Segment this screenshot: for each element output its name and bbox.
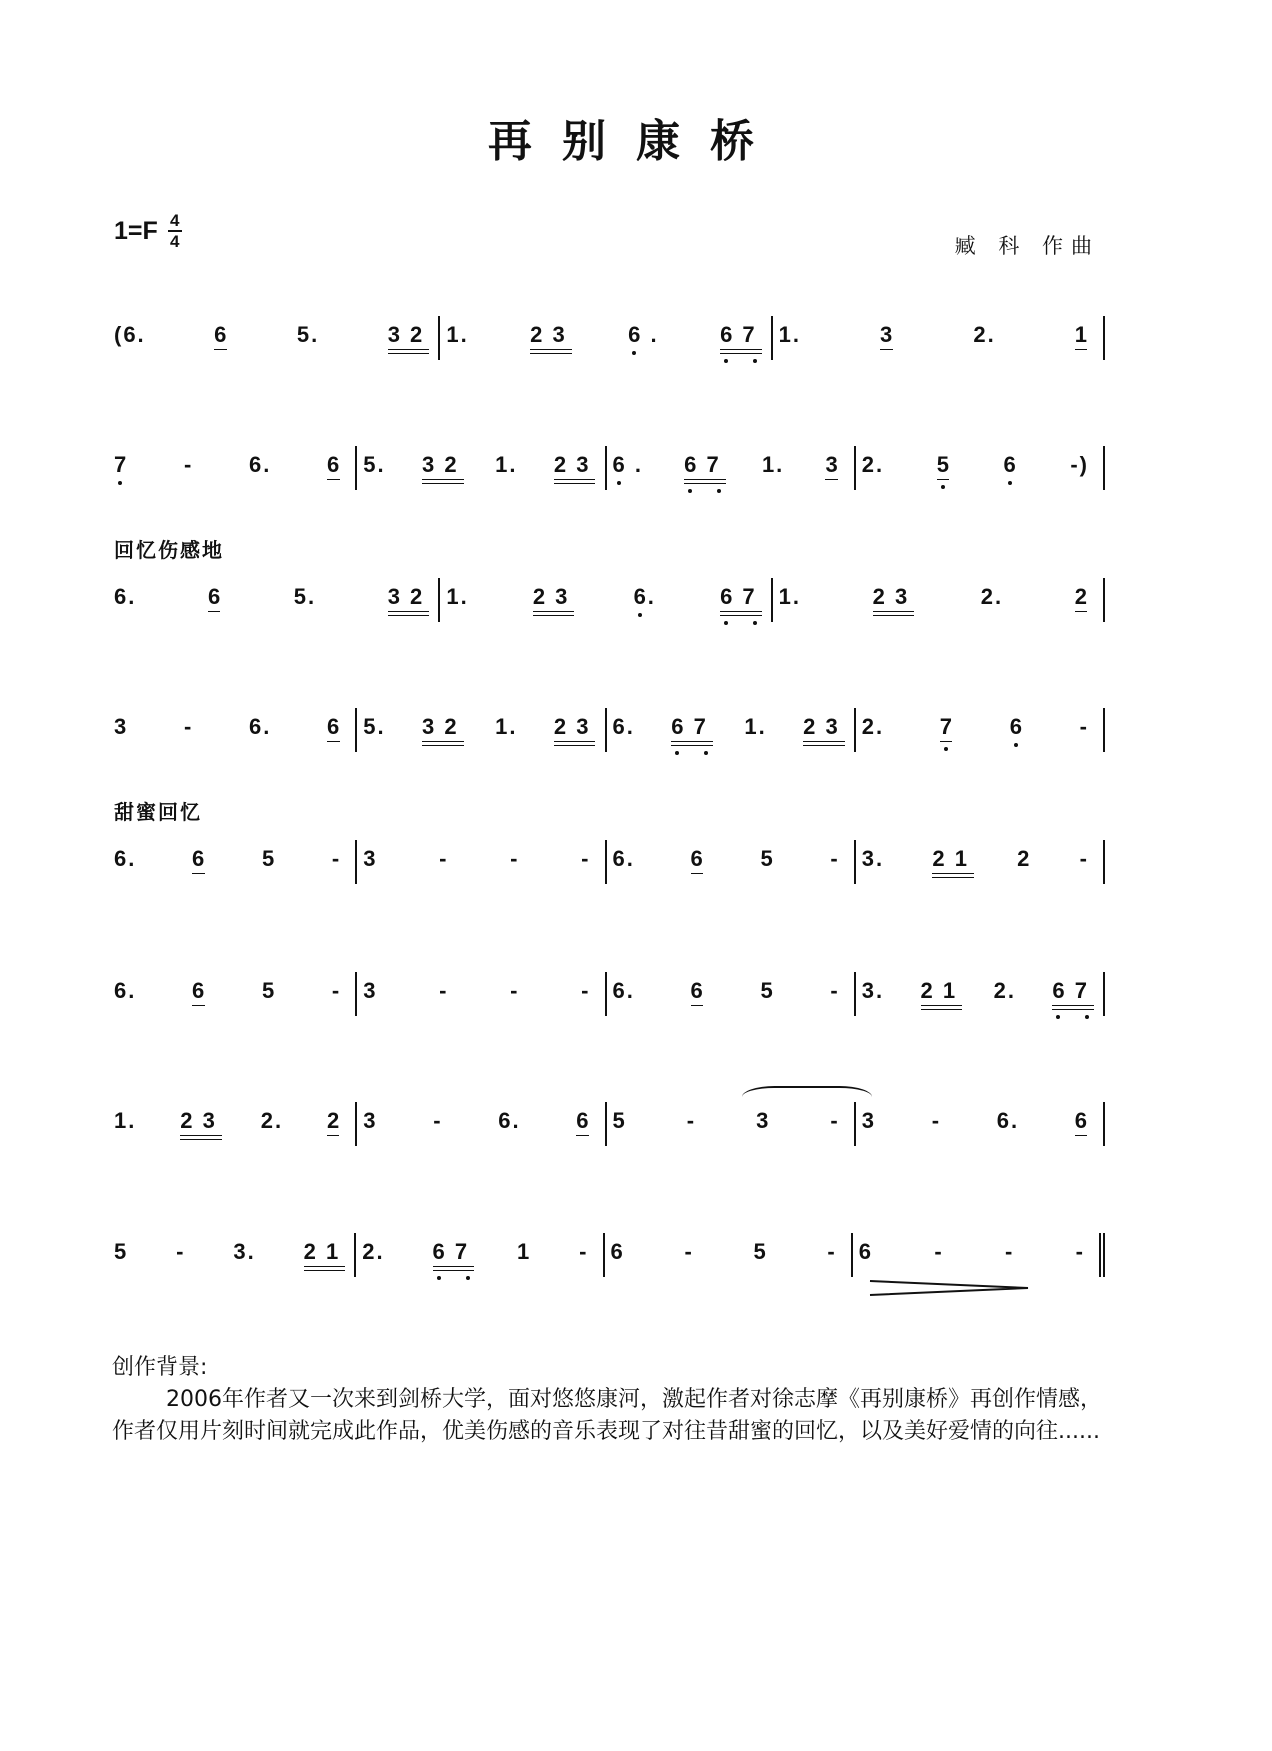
note: - [1075,1239,1085,1264]
underline-beam [554,483,596,484]
note: 1. [761,452,785,477]
measure [112,316,440,360]
note: 5 [114,1239,129,1264]
measure [607,972,856,1016]
score-line [112,316,1105,360]
note: - [183,452,194,477]
low-octave-dot [638,613,642,617]
underline-beam [388,615,430,616]
measure [773,578,1105,622]
note: 5 [760,846,775,871]
low-octave-dot [717,489,721,493]
score-line [112,708,1105,752]
underline-beam [576,1135,589,1136]
measure [607,840,856,884]
underline-beam [720,611,762,612]
low-octave-dot [688,489,692,493]
underline-beam [1052,1009,1094,1010]
note: 1. [778,584,802,609]
note: 6 [192,972,206,1004]
note: 3 [825,446,839,478]
slur [742,1086,872,1108]
measure [440,316,772,360]
underline-beam [880,349,893,350]
note: 6 [214,316,228,348]
low-octave-dot [704,751,708,755]
note: 6. [612,846,635,871]
measure [112,446,357,490]
underline-beam [684,483,726,484]
note: 5 [612,1108,627,1133]
low-octave-dot [724,621,728,625]
measure [856,972,1105,1016]
note: 3. [233,1239,256,1264]
underline-beam [554,741,596,742]
note: 3. [861,846,885,871]
note: 1. [744,714,767,739]
note: 6 7 [720,316,757,348]
underline-beam [1075,1135,1088,1136]
note: - [183,714,194,739]
note: 6 7 [671,708,708,740]
note: - [830,1108,840,1133]
underline-beam [192,873,205,874]
measure [112,1102,357,1146]
note: 6 [691,972,705,1004]
time-signature [168,212,182,250]
underline-beam [940,741,953,742]
note: - [439,978,449,1003]
underline-beam [530,353,572,354]
underline-beam [671,745,713,746]
time-unit: 4 [170,232,180,251]
note: 6 [576,1102,590,1134]
note: 3 [861,1108,876,1133]
note: - [830,846,840,871]
measure [856,840,1105,884]
time-beats: 4 [170,211,180,230]
expression-label: 回忆伤感地 [114,538,224,562]
note: - [579,1239,589,1264]
underline-beam [180,1135,222,1136]
note: 6. [114,978,137,1003]
score-line [112,972,1105,1016]
note: 2 3 [530,316,567,348]
underline-beam [327,741,340,742]
note: 2. [861,452,885,477]
note: 1. [495,452,518,477]
underline-beam [932,877,974,878]
low-octave-dot [118,481,122,485]
note: 5 [760,978,775,1003]
note: 2 [1075,578,1089,610]
measure [112,708,357,752]
underline-beam [214,349,227,350]
underline-beam [530,349,572,350]
low-octave-dot [675,751,679,755]
note: - [176,1239,186,1264]
note: 1. [446,584,469,609]
underline-beam [433,1270,475,1271]
underline-beam [180,1139,222,1140]
note: 5. [293,584,317,609]
note: 6. [612,714,635,739]
underline-beam [554,479,596,480]
measure [357,708,606,752]
note: 6 [1075,1102,1089,1134]
note: 1. [114,1108,137,1133]
note: 5 [937,446,951,478]
note: 3 2 [422,708,459,740]
note: 2 3 [873,578,910,610]
underline-beam [327,1135,340,1136]
note: 2 1 [304,1233,341,1265]
note: 6. [634,578,656,610]
low-octave-dot [437,1276,441,1280]
note: 1 [1075,316,1089,348]
note: 5. [296,322,320,347]
note: - [439,846,449,871]
underline-beam [1075,611,1088,612]
note: 2 3 [554,708,591,740]
underline-beam [937,479,950,480]
note: 2 1 [932,840,969,872]
measure [853,1233,1105,1277]
note: 2. [861,714,885,739]
note: 2 3 [803,708,840,740]
note: 6 [858,1239,873,1264]
underline-beam [422,741,464,742]
underline-beam [671,741,713,742]
note: - [581,846,591,871]
measure [112,840,357,884]
note: 6. [996,1108,1020,1133]
note: - [581,978,591,1003]
composer: 臧 科 作曲 [954,234,1100,258]
note: 2. [260,1108,284,1133]
note: 2 3 [180,1102,217,1134]
low-octave-dot [1014,743,1018,747]
note: 3 [363,1108,378,1133]
low-octave-dot [632,351,636,355]
measure [112,578,440,622]
measure [607,708,856,752]
background-text: 2006年作者又一次来到剑桥大学，面对悠悠康河，激起作者对徐志摩《再别康桥》再创作情感，作者仅用片刻时间就完成此作品，优美伤感的音乐表现了对往昔甜蜜的回忆，以及美好爱情的向往...... [112,1387,1102,1444]
note: 6. [248,452,272,477]
note: - [684,1239,694,1264]
underline-beam [388,611,430,612]
note: 1. [495,714,518,739]
underline-beam [803,745,845,746]
measure [856,708,1105,752]
score-line [112,578,1105,622]
note: 6 [610,1239,625,1264]
note: 5 [261,978,277,1003]
note: -) [1070,452,1089,477]
underline-beam [208,611,221,612]
underline-beam [192,1005,205,1006]
underline-beam [1052,1005,1094,1006]
note: - [1079,846,1089,871]
note: 6 [1010,708,1024,740]
measure [856,446,1105,490]
measure [357,972,606,1016]
low-octave-dot [466,1276,470,1280]
note: 3 2 [388,578,425,610]
score-line [112,840,1105,884]
underline-beam [691,873,704,874]
note: 1 [517,1239,532,1264]
measure [112,972,357,1016]
low-octave-dot [941,485,945,489]
note: 6 7 [1052,972,1089,1004]
note: - [510,978,520,1003]
underline-beam [921,1005,963,1006]
note: 1. [446,322,469,347]
measure [357,1102,606,1146]
note: 6 [208,578,222,610]
note: 6 [327,446,341,478]
page-title: 再别康桥 [488,116,784,167]
underline-beam [873,615,915,616]
score-line [112,446,1105,490]
note: 5 [753,1239,768,1264]
underline-beam [825,479,838,480]
underline-beam [720,615,762,616]
note: 5. [363,452,386,477]
note: - [934,1239,944,1264]
underline-beam [932,873,974,874]
note: 2. [973,322,996,347]
underline-beam [691,1005,704,1006]
low-octave-dot [724,359,728,363]
note: - [827,1239,837,1264]
underline-beam [422,483,464,484]
measure [773,316,1105,360]
note: - [931,1108,942,1133]
note: 3 [756,1108,771,1133]
note: 7 [114,446,128,478]
note: 6. [114,846,137,871]
note: 3 2 [388,316,425,348]
note: 3 [363,978,378,1003]
underline-beam [720,353,762,354]
note: 1. [778,322,802,347]
note: 6. [498,1108,521,1133]
note: 2 3 [533,578,570,610]
underline-beam [304,1270,346,1271]
low-octave-dot [944,747,948,751]
key-tonic: 1=F [114,216,158,245]
note: 7 [940,708,954,740]
note: 6 7 [684,446,721,478]
note: 6 . [613,446,643,478]
low-octave-dot [753,359,757,363]
note: - [1004,1239,1015,1264]
note: 3 [880,316,894,348]
underline-beam [304,1266,346,1267]
note: 6 7 [720,578,757,610]
note: 3 [363,846,378,871]
note: 6 [691,840,705,872]
note: 6 [327,708,341,740]
underline-beam [684,479,726,480]
measure [357,446,606,490]
underline-beam [388,353,430,354]
measure [356,1233,604,1277]
score-line [112,1233,1105,1277]
note: 6. [612,978,635,1003]
note: 5 [261,846,277,871]
note: 2 [327,1102,341,1134]
note: - [510,846,520,871]
measure [607,446,856,490]
underline-beam [327,479,340,480]
note: 3 2 [422,446,459,478]
score-line [112,1102,1105,1146]
note: 2 1 [921,972,958,1004]
low-octave-dot [753,621,757,625]
note: - [686,1108,697,1133]
underline-beam [921,1009,963,1010]
note: 6 . [628,316,658,348]
note: 2. [993,978,1016,1003]
low-octave-dot [617,481,621,485]
note: 2. [980,584,1004,609]
underline-beam [720,349,762,350]
measure [607,1102,856,1146]
background-heading: 创作背景: [112,1355,208,1380]
underline-beam [554,745,596,746]
decrescendo-hairpin [868,1278,1038,1298]
note: (6. [114,322,146,347]
note: 2 3 [554,446,591,478]
underline-beam [433,1266,475,1267]
measure [605,1233,853,1277]
note: 2 [1017,846,1032,871]
note: - [331,978,342,1003]
note: 6 [192,840,206,872]
note: 3 [114,714,129,739]
measure [357,840,606,884]
note: - [830,978,840,1003]
expression-label: 甜蜜回忆 [114,800,202,824]
note: 6. [248,714,272,739]
note: - [433,1108,443,1133]
underline-beam [388,349,430,350]
note: 5. [363,714,386,739]
note: 2. [362,1239,385,1264]
note: 6. [114,584,137,609]
note: - [1079,714,1089,739]
low-octave-dot [1085,1015,1089,1019]
measure [440,578,772,622]
note: 6 7 [433,1233,470,1265]
underline-beam [533,611,575,612]
underline-beam [873,611,915,612]
underline-beam [422,745,464,746]
underline-beam [422,479,464,480]
measure [856,1102,1105,1146]
low-octave-dot [1056,1015,1060,1019]
underline-beam [533,615,575,616]
note: 6 [1004,446,1018,478]
note: - [331,846,342,871]
note: 3. [861,978,885,1003]
measure [112,1233,356,1277]
low-octave-dot [1008,481,1012,485]
underline-beam [1075,349,1088,350]
underline-beam [803,741,845,742]
key-signature [114,212,182,250]
